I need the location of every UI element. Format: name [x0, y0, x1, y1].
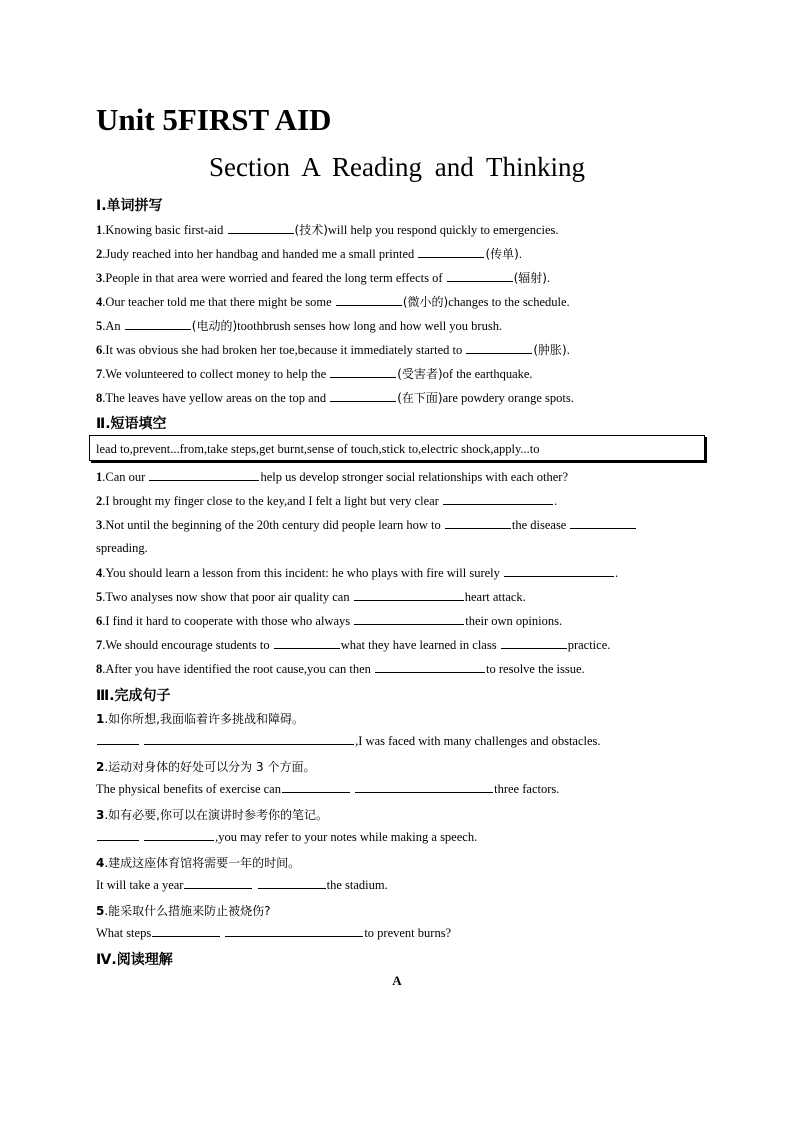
answer-blank[interactable] — [330, 390, 396, 402]
sentence-prompt-2: 2.运动对身体的好处可以分为 3 个方面。 — [96, 760, 316, 774]
answer-blank[interactable] — [355, 781, 493, 793]
answer-blank[interactable] — [97, 829, 139, 841]
answer-blank[interactable] — [225, 925, 363, 937]
phrase-item-1: 1.Can our help us develop stronger social relationships with each other? — [96, 470, 568, 484]
section-heading-sentences: Ⅲ.完成句子 — [96, 688, 171, 704]
phrase-item-2: 2.I brought my finger close to the key,and I felt a light but very clear . — [96, 494, 558, 508]
answer-blank[interactable] — [443, 493, 553, 505]
answer-blank[interactable] — [152, 925, 220, 937]
sentence-answer-2: The physical benefits of exercise can three factors. — [96, 782, 560, 796]
answer-blank[interactable] — [184, 877, 252, 889]
phrase-item-6: 6.I find it hard to cooperate with those who always their own opinions. — [96, 614, 563, 628]
sentence-prompt-3: 3.如有必要,你可以在演讲时参考你的笔记。 — [96, 808, 328, 822]
vocab-item-8: 8.The leaves have yellow areas on the top and (在下面)are powdery orange spots. — [96, 391, 574, 405]
word-bank-box: lead to,prevent...from,take steps,get burnt,sense of touch,stick to,electric shock,apply...to — [89, 435, 705, 461]
phrase-item-8: 8.After you have identified the root cause,you can then to resolve the issue. — [96, 662, 585, 676]
phrase-item-3-cont: spreading. — [96, 541, 148, 555]
section-heading-vocab: Ⅰ.单词拼写 — [96, 198, 163, 214]
answer-blank[interactable] — [228, 222, 294, 234]
answer-blank[interactable] — [274, 637, 340, 649]
vocab-item-3: 3.People in that area were worried and feared the long term effects of (辐射). — [96, 271, 551, 285]
answer-blank[interactable] — [375, 661, 485, 673]
sentence-answer-3: ,you may refer to your notes while making a speech. — [96, 829, 477, 845]
sentence-answer-5: What steps to prevent burns? — [96, 926, 452, 940]
answer-blank[interactable] — [466, 342, 532, 354]
answer-blank[interactable] — [570, 517, 636, 529]
answer-blank[interactable] — [125, 318, 191, 330]
sentence-prompt-1: 1.如你所想,我面临着许多挑战和障碍。 — [96, 712, 304, 726]
answer-blank[interactable] — [282, 781, 350, 793]
answer-blank[interactable] — [144, 829, 214, 841]
sentence-answer-1: ,I was faced with many challenges and obstacles. — [96, 733, 601, 749]
answer-blank[interactable] — [501, 637, 567, 649]
answer-blank[interactable] — [354, 613, 464, 625]
answer-blank[interactable] — [445, 517, 511, 529]
answer-blank[interactable] — [97, 733, 139, 745]
vocab-item-4: 4.Our teacher told me that there might be some (微小的)changes to the schedule. — [96, 295, 570, 309]
answer-blank[interactable] — [144, 733, 354, 745]
phrase-item-3: 3.Not until the beginning of the 20th century did people learn how to the disease — [96, 517, 637, 533]
vocab-item-7: 7.We volunteered to collect money to help the (受害者)of the earthquake. — [96, 367, 533, 381]
answer-blank[interactable] — [504, 565, 614, 577]
sentence-prompt-4: 4.建成这座体育馆将需要一年的时间。 — [96, 856, 301, 870]
vocab-item-2: 2.Judy reached into her handbag and handed me a small printed (传单). — [96, 247, 522, 261]
answer-blank[interactable] — [336, 294, 402, 306]
answer-blank[interactable] — [447, 270, 513, 282]
passage-label-a: A — [392, 973, 402, 988]
page-subtitle: Section A Reading and Thinking — [209, 152, 585, 182]
answer-blank[interactable] — [418, 246, 484, 258]
answer-blank[interactable] — [354, 589, 464, 601]
vocab-item-6: 6.It was obvious she had broken her toe,because it immediately started to (肿胀). — [96, 343, 570, 357]
answer-blank[interactable] — [330, 366, 396, 378]
phrase-item-5: 5.Two analyses now show that poor air quality can heart attack. — [96, 590, 526, 604]
phrase-item-7: 7.We should encourage students to what they have learned in class practice. — [96, 638, 611, 652]
answer-blank[interactable] — [258, 877, 326, 889]
section-heading-reading: Ⅳ.阅读理解 — [96, 952, 173, 968]
sentence-answer-4: It will take a year the stadium. — [96, 878, 388, 892]
page-title: Unit 5FIRST AID — [96, 102, 332, 137]
section-heading-phrases: Ⅱ.短语填空 — [96, 416, 167, 432]
phrase-item-4: 4.You should learn a lesson from this incident: he who plays with fire will surely . — [96, 566, 619, 580]
answer-blank[interactable] — [149, 469, 259, 481]
sentence-prompt-5: 5.能采取什么措施来防止被烧伤? — [96, 904, 271, 918]
vocab-item-5: 5.An (电动的)toothbrush senses how long and how well you brush. — [96, 319, 503, 333]
vocab-item-1: 1.Knowing basic first-aid (技术)will help you respond quickly to emergencies. — [96, 223, 559, 237]
